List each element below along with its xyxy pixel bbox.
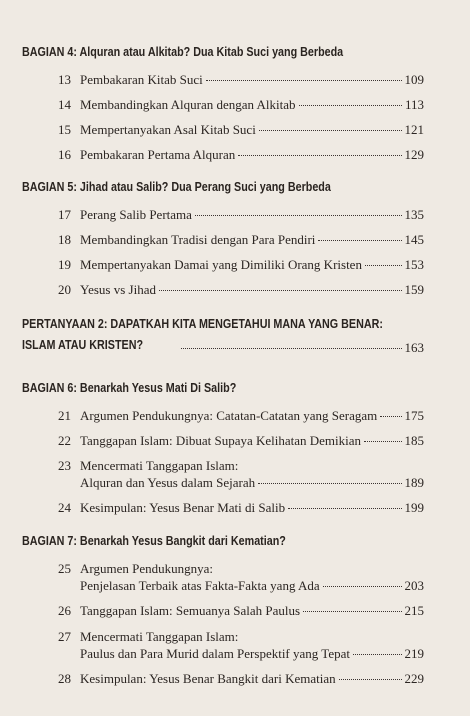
chapter-title-line2: Penjelasan Terbaik atas Fakta-Fakta yang Ada bbox=[80, 578, 320, 593]
toc-entry-continued bbox=[80, 474, 424, 491]
chapter-title: Pembakaran Pertama Alquran bbox=[80, 147, 236, 162]
dot-leader bbox=[364, 440, 401, 442]
dot-leader bbox=[238, 154, 401, 156]
page-number: 199 bbox=[404, 500, 424, 515]
section-heading-pertanyaan-2-line1: PERTANYAAN 2: DAPATKAH KITA MENGETAHUI MANA YANG BENAR: bbox=[22, 317, 383, 331]
toc-entry-continued bbox=[80, 577, 424, 594]
chapter-title: Kesimpulan: Yesus Benar Bangkit dari Kematian bbox=[80, 671, 336, 686]
chapter-title: Mempertanyakan Damai yang Dimiliki Orang Kristen bbox=[80, 257, 362, 272]
section-heading-bagian-5: BAGIAN 5: Jihad atau Salib? Dua Perang Suci yang Berbeda bbox=[22, 180, 331, 194]
section-heading-bagian-6: BAGIAN 6: Benarkah Yesus Mati Di Salib? bbox=[22, 381, 237, 395]
dot-leader bbox=[206, 79, 402, 81]
page-number: 153 bbox=[404, 257, 424, 272]
toc-entry bbox=[58, 146, 424, 163]
chapter-title: Perang Salib Pertama bbox=[80, 207, 192, 222]
chapter-number: 26 bbox=[58, 603, 71, 618]
dot-leader bbox=[195, 214, 402, 216]
dot-leader bbox=[181, 347, 402, 349]
page-number: 145 bbox=[404, 232, 424, 247]
chapter-title: Kesimpulan: Yesus Benar Mati di Salib bbox=[80, 500, 286, 515]
chapter-title-line2: Paulus dan Para Murid dalam Perspektif yang Tepat bbox=[80, 646, 350, 661]
toc-entry-pertanyaan-2 bbox=[178, 339, 424, 356]
toc-entry bbox=[58, 96, 424, 113]
dot-leader bbox=[288, 507, 401, 509]
dot-leader bbox=[353, 653, 402, 655]
chapter-number: 27 bbox=[58, 629, 71, 644]
chapter-number: 13 bbox=[58, 72, 71, 87]
toc-entry bbox=[58, 560, 424, 577]
chapter-title: Membandingkan Alquran dengan Alkitab bbox=[80, 97, 296, 112]
toc-entry bbox=[58, 256, 424, 273]
chapter-title: Membandingkan Tradisi dengan Para Pendiri bbox=[80, 232, 316, 247]
dot-leader bbox=[303, 610, 401, 612]
page-number: 163 bbox=[404, 340, 424, 355]
chapter-number: 24 bbox=[58, 500, 71, 515]
dot-leader bbox=[380, 415, 401, 417]
page-number: 229 bbox=[404, 671, 424, 686]
toc-entry bbox=[58, 432, 424, 449]
chapter-title: Tanggapan Islam: Semuanya Salah Paulus bbox=[80, 603, 301, 618]
toc-entry bbox=[58, 407, 424, 424]
dot-leader bbox=[259, 129, 402, 131]
page-number: 175 bbox=[404, 408, 424, 423]
chapter-title-line2: Alquran dan Yesus dalam Sejarah bbox=[80, 475, 256, 490]
toc-entry bbox=[58, 206, 424, 223]
chapter-title: Argumen Pendukungnya: bbox=[80, 561, 213, 576]
dot-leader bbox=[159, 289, 402, 291]
chapter-number: 14 bbox=[58, 97, 71, 112]
page-number: 203 bbox=[404, 578, 424, 593]
chapter-title: Pembakaran Kitab Suci bbox=[80, 72, 203, 87]
dot-leader bbox=[323, 585, 402, 587]
page-number: 129 bbox=[404, 147, 424, 162]
chapter-title: Mencermati Tanggapan Islam: bbox=[80, 629, 239, 644]
chapter-title: Mencermati Tanggapan Islam: bbox=[80, 458, 239, 473]
page-number: 135 bbox=[404, 207, 424, 222]
toc-entry bbox=[58, 670, 424, 687]
chapter-title: Mempertanyakan Asal Kitab Suci bbox=[80, 122, 256, 137]
chapter-number: 20 bbox=[58, 282, 71, 297]
toc-entry bbox=[58, 457, 424, 474]
dot-leader bbox=[339, 678, 402, 680]
page-number: 109 bbox=[404, 72, 424, 87]
page-number: 121 bbox=[404, 122, 424, 137]
toc-entry bbox=[58, 121, 424, 138]
toc-entry bbox=[58, 628, 424, 645]
chapter-number: 28 bbox=[58, 671, 71, 686]
page-number: 159 bbox=[404, 282, 424, 297]
chapter-title: Argumen Pendukungnya: Catatan-Catatan yang Seragam bbox=[80, 408, 378, 423]
chapter-number: 18 bbox=[58, 232, 71, 247]
chapter-title: Tanggapan Islam: Dibuat Supaya Kelihatan Demikian bbox=[80, 433, 362, 448]
page-number: 189 bbox=[404, 475, 424, 490]
chapter-title: Yesus vs Jihad bbox=[80, 282, 156, 297]
toc-entry bbox=[58, 71, 424, 88]
section-heading-pertanyaan-2-line2: ISLAM ATAU KRISTEN? bbox=[22, 338, 144, 352]
toc-entry bbox=[58, 281, 424, 298]
section-heading-bagian-7: BAGIAN 7: Benarkah Yesus Bangkit dari Kematian? bbox=[22, 534, 286, 548]
dot-leader bbox=[318, 239, 401, 241]
page-number: 113 bbox=[404, 97, 424, 112]
chapter-number: 22 bbox=[58, 433, 71, 448]
dot-leader bbox=[299, 104, 402, 106]
chapter-number: 21 bbox=[58, 408, 71, 423]
dot-leader bbox=[258, 482, 401, 484]
section-heading-bagian-4: BAGIAN 4: Alquran atau Alkitab? Dua Kitab Suci yang Berbeda bbox=[22, 45, 344, 59]
chapter-number: 23 bbox=[58, 458, 71, 473]
chapter-number: 17 bbox=[58, 207, 71, 222]
toc-entry bbox=[58, 602, 424, 619]
chapter-number: 19 bbox=[58, 257, 71, 272]
page-number: 219 bbox=[404, 646, 424, 661]
toc-entry bbox=[58, 499, 424, 516]
dot-leader bbox=[365, 264, 402, 266]
toc-entry-continued bbox=[80, 645, 424, 662]
chapter-number: 25 bbox=[58, 561, 71, 576]
chapter-number: 16 bbox=[58, 147, 71, 162]
page-number: 185 bbox=[404, 433, 424, 448]
toc-entry bbox=[58, 231, 424, 248]
chapter-number: 15 bbox=[58, 122, 71, 137]
page-number: 215 bbox=[404, 603, 424, 618]
